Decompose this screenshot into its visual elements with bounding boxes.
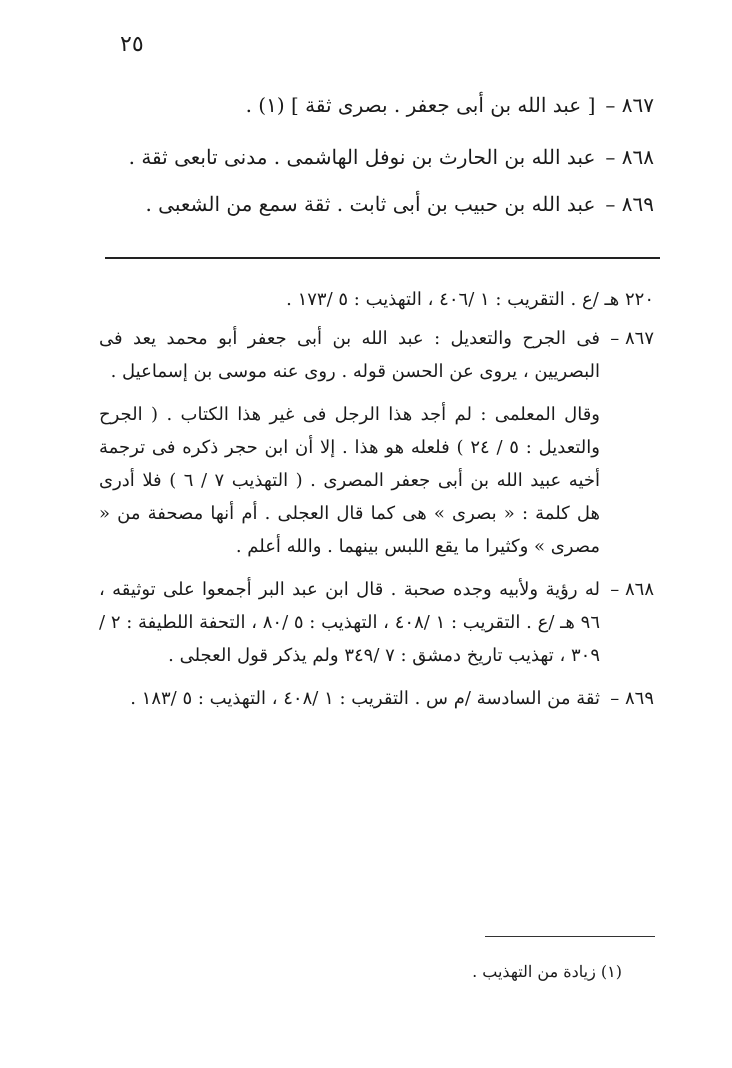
footnote-number: ٨٦٧ – xyxy=(610,328,654,349)
footnote-body xyxy=(99,682,600,715)
marginal-note: (١) زيادة من التهذيب . xyxy=(472,962,622,981)
footnote-paragraph: فى الجرح والتعديل : عبد الله بن أبى جعفر أبو محمد يعد فى البصريين ، يروى عن الحسن قوله . روى عنه موسى بن إسماعيل . xyxy=(99,328,600,382)
entry-text: عبد الله بن الحارث بن نوفل الهاشمى . مدنى تابعى ثقة . xyxy=(128,145,596,169)
footnotes-section xyxy=(99,283,654,725)
entry-text: [ عبد الله بن أبى جعفر . بصرى ثقة ] (١) . xyxy=(245,93,596,117)
footnote-paragraph: وقال المعلمى : لم أجد هذا الرجل فى غير هذا الكتاب . ( الجرح والتعديل : ٥ / ٢٤ ) فلعله هو هذا . إلا أن ابن حجر ذكره فى ترجمة أخيه عبيد الله بن أبى جعفر المصرى . ( التهذيب ٧ / ٦ ) فلا أدرى هل كلمة : « بصرى » هى كما قال العجلى . أم أنها مصحفة من « مصرى » وكثيرا ما يقع اللبس بينهما . والله أعلم . xyxy=(99,404,600,557)
entry-number: ٨٦٩ – xyxy=(605,192,654,216)
entry-number: ٨٦٧ – xyxy=(605,93,654,117)
footnote-body xyxy=(99,322,600,563)
entry-867 xyxy=(94,91,654,119)
entry-868 xyxy=(94,143,654,171)
footnote-number: ٨٦٨ – xyxy=(610,579,654,600)
entry-869 xyxy=(94,190,654,218)
footnote-continuation: ٢٢٠ هـ /ع . التقريب : ١ /٤٠٦ ، التهذيب : ٥ /١٧٣ . xyxy=(286,289,654,310)
footnote-paragraph: ثقة من السادسة /م س . التقريب : ١ /٤٠٨ ، التهذيب : ٥ /١٨٣ . xyxy=(130,688,600,709)
footnote-paragraph: له رؤية ولأبيه وجده صحبة . قال ابن عبد البر أجمعوا على توثيقه ، ٩٦ هـ /ع . التقريب : ١ /٤٠٨ ، التهذيب : ٥ /٨٠ ، التحفة اللطيفة : ٢ /٣٠٩ ، تهذيب تاريخ دمشق : ٧ /٣٤٩ ولم يذكر قول العجلى . xyxy=(99,579,600,666)
footnote-divider xyxy=(105,257,660,259)
footnote-868 xyxy=(99,573,654,672)
footnote-867 xyxy=(99,322,654,563)
entry-number: ٨٦٨ – xyxy=(605,145,654,169)
marginal-note-rule xyxy=(485,936,655,937)
page-number: ٢٥ xyxy=(120,32,144,57)
entry-text: عبد الله بن حبيب بن أبى ثابت . ثقة سمع من الشعبى . xyxy=(145,192,596,216)
footnote-869 xyxy=(99,682,654,715)
footnote-body xyxy=(99,573,600,672)
footnote-number: ٨٦٩ – xyxy=(610,688,654,709)
